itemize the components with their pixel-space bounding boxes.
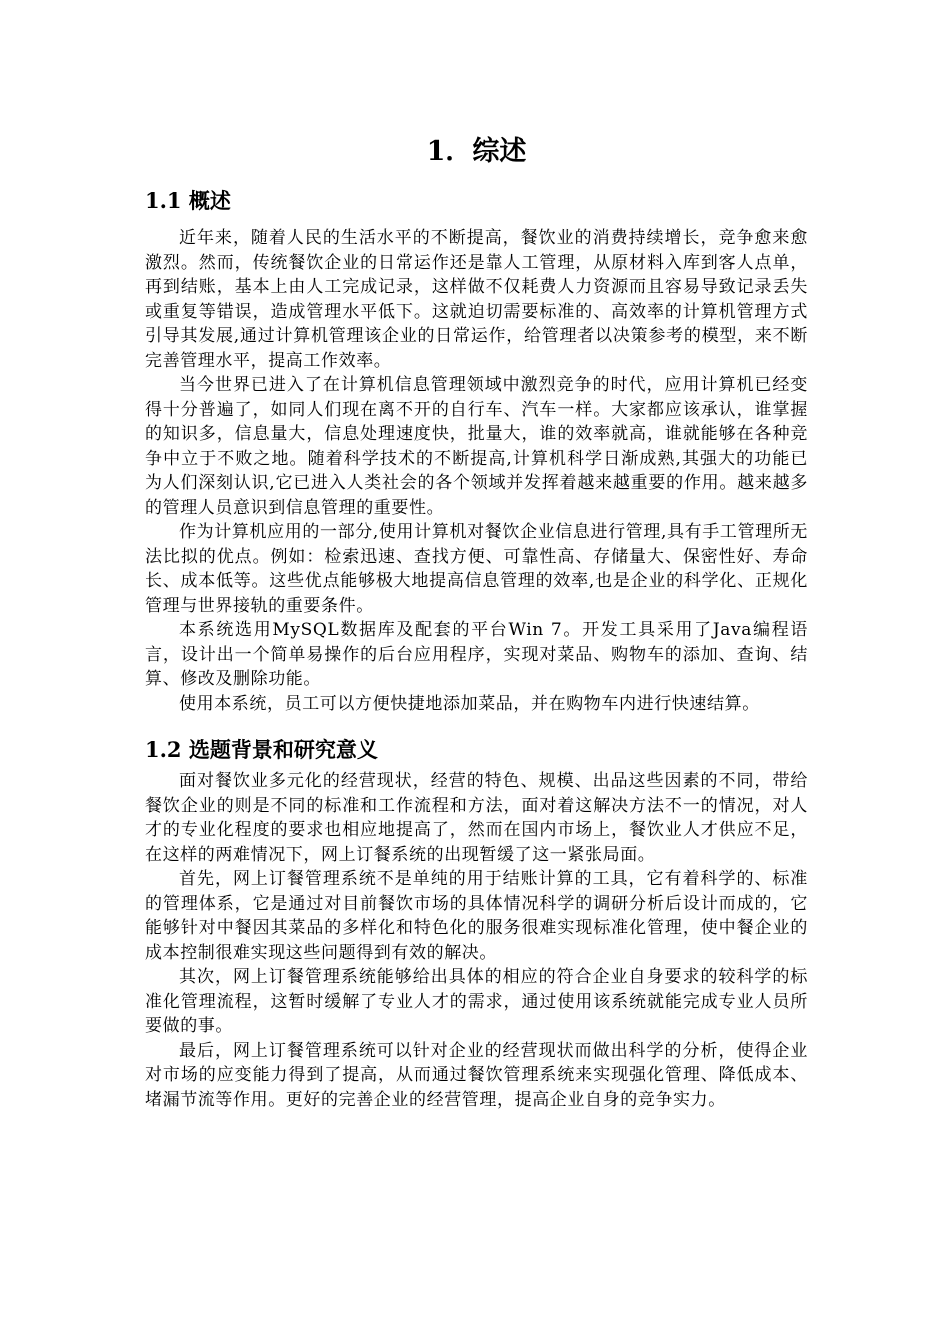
paragraph: 其次，网上订餐管理系统能够给出具体的相应的符合企业自身要求的较科学的标准化管理流程，这暂时缓解了专业人才的需求，通过使用该系统就能完成专业人员所要做的事。 [145,967,808,1036]
paragraph: 首先，网上订餐管理系统不是单纯的用于结账计算的工具，它有着科学的、标准的管理体系，它是通过对目前餐饮市场的具体情况科学的调研分析后设计而成的，它能够针对中餐因其菜品的多样化和特色化的服务很难实现标准化管理，使中餐企业的成本控制很难实现这些问题得到有效的解决。 [145,869,808,963]
paragraph: 当今世界已进入了在计算机信息管理领域中激烈竞争的时代，应用计算机已经变得十分普遍了，如同人们现在离不开的自行车、汽车一样。大家都应该承认，谁掌握的知识多，信息量大，信息处理速度快，批量大，谁的效率就高，谁就能够在各种竞争中立于不败之地。随着科学技术的不断提高,计算机科学日渐成熟,其强大的功能已为人们深刻认识,它已进入人类社会的各个领域并发挥着越来越重要的作用。越来越多的管理人员意识到信息管理的重要性。 [145,375,808,518]
paragraph: 近年来，随着人民的生活水平的不断提高，餐饮业的消费持续增长，竞争愈来愈激烈。然而，传统餐饮企业的日常运作还是靠人工管理，从原材料入库到客人点单，再到结账，基本上由人工完成记录，这样做不仅耗费人力资源而且容易导致记录丢失或重复等错误，造成管理水平低下。这就迫切需要标准的、高效率的计算机管理方式引导其发展,通过计算机管理该企业的日常运作，给管理者以决策参考的模型，来不断完善管理水平，提高工作效率。 [145,228,808,371]
chapter-title: 1．综述 [426,136,527,167]
paragraph: 本系统选用MySQL数据库及配套的平台Win 7。开发工具采用了Java编程语言，设计出一个简单易操作的后台应用程序，实现对菜品、购物车的添加、查询、结算、修改及删除功能。 [145,620,808,689]
section-heading-background: 1.2 选题背景和研究意义 [145,737,378,762]
paragraph: 使用本系统，员工可以方便快捷地添加菜品，并在购物车内进行快速结算。 [179,693,760,714]
paragraph: 面对餐饮业多元化的经营现状，经营的特色、规模、出品这些因素的不同，带给餐饮企业的则是不同的标准和工作流程和方法，面对着这解决方法不一的情况，对人才的专业化程度的要求也相应地提高了，然而在国内市场上，餐饮业人才供应不足，在这样的两难情况下，网上订餐系统的出现暂缓了这一紧张局面。 [145,771,808,865]
section-body-overview [145,226,808,716]
paragraph: 作为计算机应用的一部分,使用计算机对餐饮企业信息进行管理,具有手工管理所无法比拟的优点。例如：检索迅速、查找方便、可靠性高、存储量大、保密性好、寿命长、成本低等。这些优点能够极大地提高信息管理的效率,也是企业的科学化、正规化管理与世界接轨的重要条件。 [145,522,808,616]
section-body-background [145,769,808,1112]
section-heading-overview: 1.1 概述 [145,188,231,213]
paragraph: 最后，网上订餐管理系统可以针对企业的经营现状而做出科学的分析，使得企业对市场的应变能力得到了提高，从而通过餐饮管理系统来实现强化管理、降低成本、堵漏节流等作用。更好的完善企业的经营管理，提高企业自身的竞争实力。 [145,1040,808,1110]
